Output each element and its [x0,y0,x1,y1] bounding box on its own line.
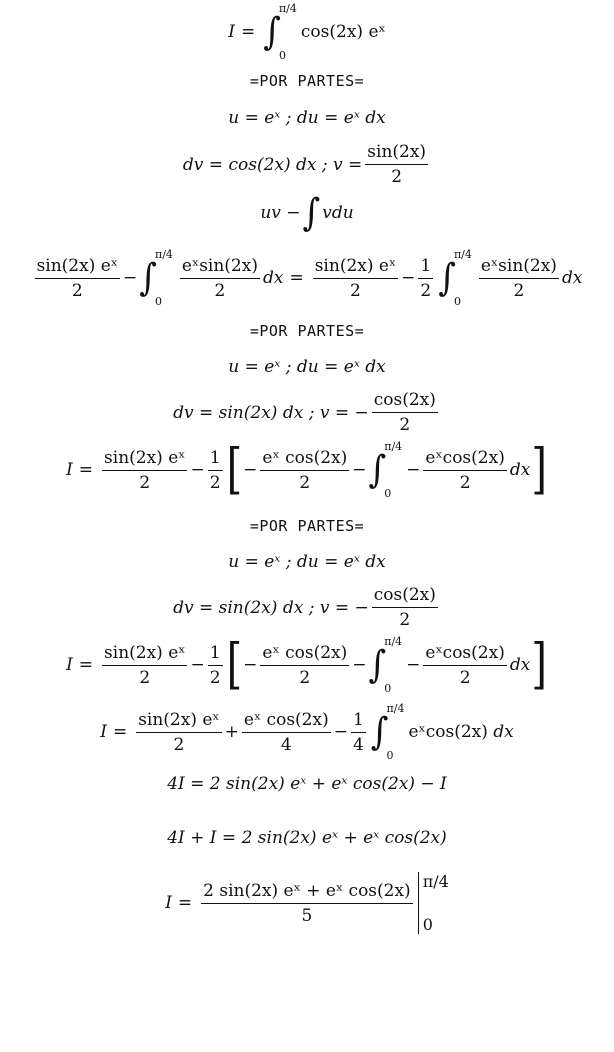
integrand: cos(2x) eˣ [300,22,386,42]
equation-integral-definition: I = ∫ π/4 0 cos(2x) eˣ [228,2,386,62]
equation-final: I = $\frac{\text{2 sin(2x) eˣ + eˣ cos(2x)}}{5}$ π/4 0 [165,872,449,934]
u-du-line-3: u = eˣ ; du = eˣ dx [228,552,386,572]
equation-5I: 4I + I = 2 sin(2x) eˣ + eˣ cos(2x) [167,828,447,848]
dv-v-line-3: dv = sin(2x) dx ; v = − $\frac{\cos(2x)}{2}$ [173,585,436,630]
por-partes-heading-3: =POR PARTES= [249,517,365,535]
uv-minus-integral-vdu: uv − ∫ vdu [260,191,354,235]
var-I: I [228,22,235,42]
u-du-line-2: u = eˣ ; du = eˣ dx [228,357,386,377]
final-fraction: $\frac{\text{2 sin(2x) eˣ + eˣ cos(2x)}}{5}$ [203,880,411,926]
equation-second-parts-2: I = $\frac{\text{sin(2x) eˣ}}{2}$ − $\frac{1}{2}$ [ − $\frac{\text{eˣ cos(2x)}}{2}$ − ∫ π/4 0 − $\frac{\text{eˣcos(2x)}}{2}$ dx ] [66,633,547,697]
equation-first-parts-result: $\frac{\text{sin(2x) eˣ}}{2}$ − ∫ π/4 0 $\frac{\text{eˣsin(2x)}}{2}$ dx = $\frac{\text{sin(2x) eˣ}}{2}$ − $\frac{1}{2}$ ∫ π/4 0 $\frac{\text{eˣsin(2x)}}{2}$ dx [36,248,583,308]
integral-sign: ∫ π/4 0 [263,2,297,62]
dv-v-line-1: dv = cos(2x) dx ; v = $\frac{\sin(2x)}{2}$ [182,142,427,187]
equation-second-parts-1: I = $\frac{\text{sin(2x) eˣ}}{2}$ − $\frac{1}{2}$ [ − $\frac{\text{eˣ cos(2x)}}{2}$ − ∫ π/4 0 − $\frac{\text{eˣcos(2x)}}{2}$ dx ] [66,438,547,502]
equation-simplified: I = $\frac{\text{sin(2x) eˣ}}{2}$ + $\frac{\text{eˣ cos(2x)}}{4}$ − $\frac{1}{4}$ ∫ π/4 0 eˣcos(2x) dx [100,702,514,762]
fraction-sin-over-2: $\frac{\sin(2x)}{2}$ [367,142,427,187]
por-partes-heading-1: =POR PARTES= [249,72,365,90]
u-du-line-1: u = eˣ ; du = eˣ dx [228,108,386,128]
equation-4I: 4I = 2 sin(2x) eˣ + eˣ cos(2x) − I [167,774,447,794]
dv-v-line-2: dv = sin(2x) dx ; v = − $\frac{\cos(2x)}{2}$ [173,390,436,435]
evaluation-bar: π/4 0 [416,872,449,934]
por-partes-heading-2: =POR PARTES= [249,322,365,340]
